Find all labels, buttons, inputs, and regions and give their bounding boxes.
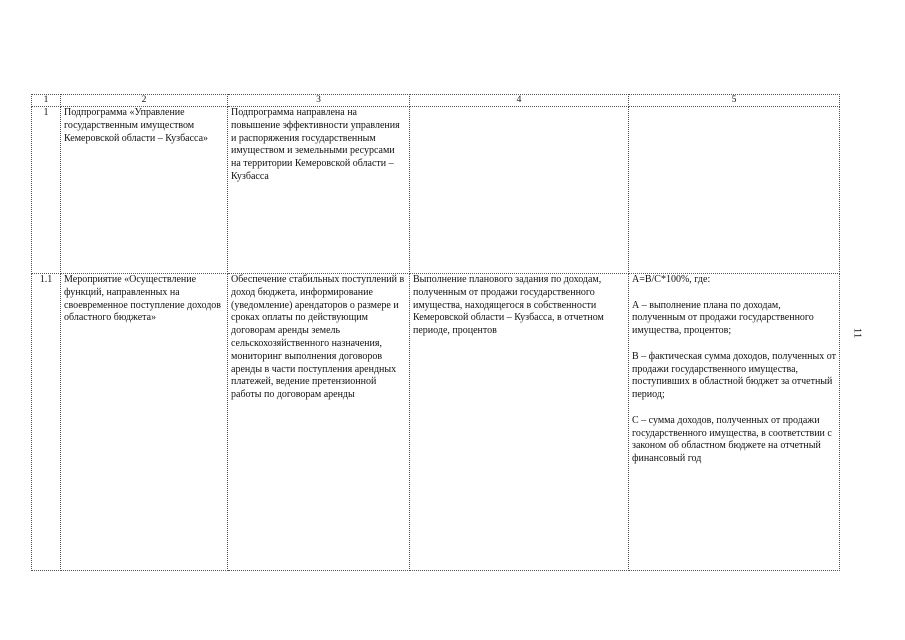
table-row	[32, 107, 840, 274]
row-number: 1	[32, 107, 61, 274]
indicator-name: Выполнение планового задания по доходам, полученным от продажи государственного имущества, находящегося в собственности Кемеровской области – Кузбасса, в отчетном периоде, процентов	[410, 274, 629, 571]
header-cell-4: 4	[410, 95, 629, 107]
measure-description: Обеспечение стабильных поступлений в доход бюджета, информирование (уведомление) арендаторов о размере и сроках оплаты по действующим договорам аренды земель сельскохозяйственного назначения, мониторинг выполнения договоров аренды в части поступления арендных платежей, ведение претензионной работы по договорам аренды	[228, 274, 410, 571]
program-name: Подпрограмма «Управление государственным имуществом Кемеровской области – Кузбасса»	[61, 107, 228, 274]
formula-cell	[629, 274, 840, 571]
header-cell-3: 3	[228, 95, 410, 107]
table-row	[32, 274, 840, 571]
formula-line: А – выполнение плана по доходам, полученным от продажи государственного имущества, процентов;	[632, 299, 814, 337]
formula-line: А=В/С*100%, где:	[632, 274, 711, 285]
header-row	[32, 95, 840, 107]
page-number: 11	[851, 327, 864, 339]
formula-line: С – сумма доходов, полученных от продажи государственного имущества, в соответствии с законом об областном бюджете на отчетный финансовый год	[632, 414, 832, 465]
row-number: 1.1	[32, 274, 61, 571]
program-description: Подпрограмма направлена на повышение эффективности управления и распоряжения государственным имуществом и земельными ресурсами на территории Кемеровской области – Кузбасса	[228, 107, 410, 274]
indicator-name	[410, 107, 629, 274]
formula-line: В – фактическая сумма доходов, полученных от продажи государственного имущества, поступивших в областной бюджет за отчетный период;	[632, 350, 836, 401]
measure-name: Мероприятие «Осуществление функций, направленных на своевременное поступление доходов областного бюджета»	[61, 274, 228, 571]
header-cell-1: 1	[32, 95, 61, 107]
header-cell-5: 5	[629, 95, 840, 107]
formula-cell	[629, 107, 840, 274]
header-cell-2: 2	[61, 95, 228, 107]
program-table	[31, 94, 840, 571]
